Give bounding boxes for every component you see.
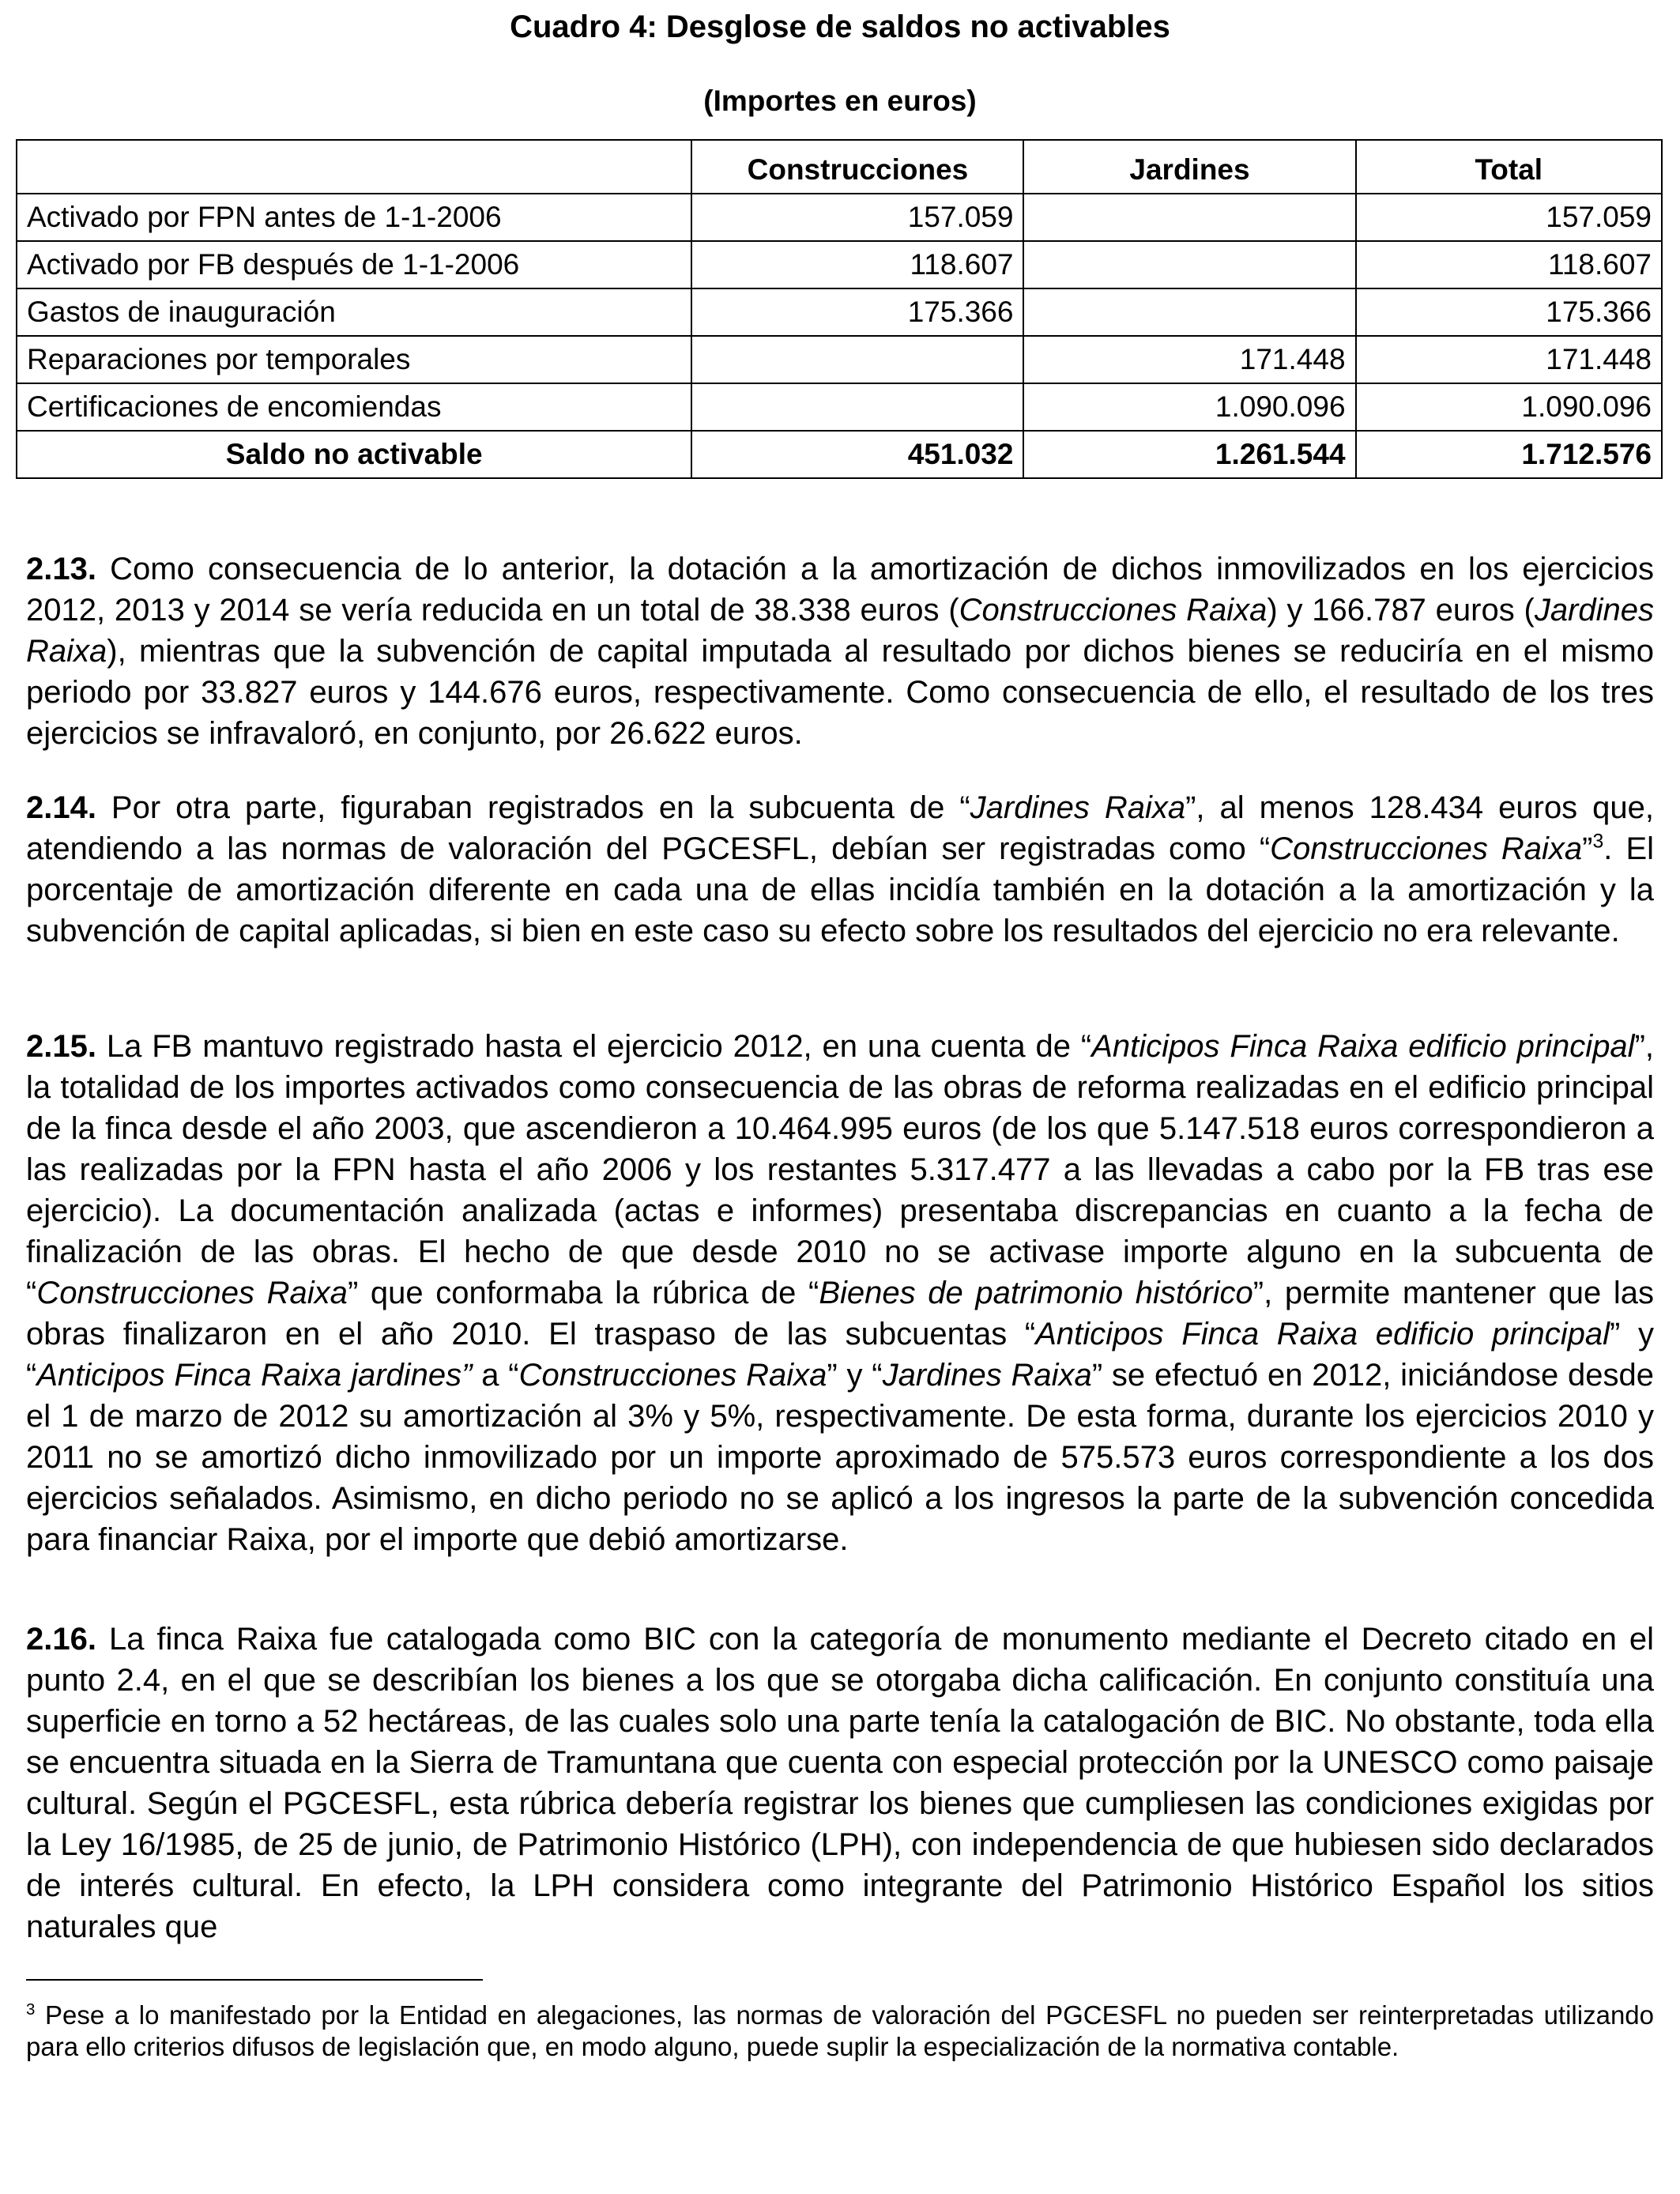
total-jardines: 1.261.544	[1023, 431, 1355, 478]
table-header-row	[17, 140, 1662, 194]
cell-construcciones	[691, 336, 1023, 383]
footnote	[26, 2000, 1654, 2063]
cell-construcciones: 175.366	[691, 288, 1023, 336]
paragraph-text: ”	[1582, 831, 1593, 866]
italic-term: Jardines Raixa	[882, 1358, 1092, 1393]
paragraph-text: ), mientras que la subvención de capital imputada al resultado por dichos bienes se reduciría en el mismo periodo por 33.827 euros y 144.676 euros, respectivamente. Como consecuencia de ello, el resultado de los tres ejercicios se infravaloró, en conjunto, por 26.622 euros.	[26, 634, 1654, 751]
paragraph-text: Como consecuencia de lo anterior, la dotación a la amortización de dichos inmovilizados en los ejercicios 2012, 2013 y 2014 se vería reducida en un total de 38.338 euros (	[26, 552, 1654, 628]
paragraph-number: 2.16.	[26, 1622, 96, 1657]
paragraph-number: 2.15.	[26, 1029, 96, 1064]
table-total-row	[17, 431, 1662, 478]
italic-term: Anticipos Finca Raixa edificio principal	[1035, 1317, 1610, 1351]
paragraph-2-15	[26, 1026, 1654, 1560]
cell-total: 157.059	[1356, 194, 1662, 241]
header-jardines: Jardines	[1023, 140, 1355, 194]
cell-jardines	[1023, 241, 1355, 288]
header-cell-empty	[17, 140, 691, 194]
cell-total: 171.448	[1356, 336, 1662, 383]
row-label: Reparaciones por temporales	[17, 336, 691, 383]
cell-construcciones	[691, 383, 1023, 431]
cell-total: 118.607	[1356, 241, 1662, 288]
italic-term: Jardines Raixa	[970, 790, 1186, 825]
footnote-number: 3	[26, 2000, 36, 2019]
italic-term: Bienes de patrimonio histórico	[819, 1276, 1253, 1310]
total-label: Saldo no activable	[17, 431, 691, 478]
paragraph-text: ” y “	[26, 1317, 1655, 1393]
italic-term: Anticipos Finca Raixa edificio principal	[1091, 1029, 1635, 1064]
table-row	[17, 336, 1662, 383]
row-label: Gastos de inauguración	[17, 288, 691, 336]
table-row	[17, 383, 1662, 431]
paragraph-2-16	[26, 1619, 1654, 1947]
paragraph-2-14	[26, 787, 1654, 952]
cell-total: 1.090.096	[1356, 383, 1662, 431]
paragraph-text: a “	[472, 1358, 519, 1393]
paragraph-text: ” se efectuó en 2012, iniciándose desde el 1 de marzo de 2012 su amortización al 3% y 5%, respectivamente. De esta forma, durante los ejercicios 2010 y 2011 no se amortizó dicho inmovilizado por un importe aproximado de 575.573 euros correspondiente a los dos ejercicios señalados. Asimismo, en dicho periodo no se aplicó a los ingresos la parte de la subvención concedida para financiar Raixa, por el importe que debió amortizarse.	[26, 1358, 1655, 1557]
paragraph-text: ” que conformaba la rúbrica de “	[347, 1276, 819, 1310]
cell-jardines: 1.090.096	[1023, 383, 1355, 431]
paragraph-text: Por otra parte, figuraban registrados en la subcuenta de “	[96, 790, 970, 825]
italic-term: Construcciones Raixa	[518, 1358, 827, 1393]
total-construcciones: 451.032	[691, 431, 1023, 478]
table-subtitle: (Importes en euros)	[703, 85, 977, 117]
footnote-separator	[26, 1979, 483, 1981]
italic-term: Anticipos Finca Raixa jardines”	[36, 1358, 473, 1393]
italic-term: Construcciones Raixa	[36, 1276, 348, 1310]
paragraph-number: 2.13.	[26, 552, 96, 586]
cell-total: 175.366	[1356, 288, 1662, 336]
paragraph-text: . El porcentaje de amortización diferente en cada una de ellas incidía también en la dotación a la amortización y la subvención de capital aplicadas, si bien en este caso su efecto sobre los resultados del ejercicio no era relevante.	[26, 831, 1655, 948]
paragraph-text: ” y “	[827, 1358, 883, 1393]
paragraph-2-13	[26, 548, 1654, 754]
paragraph-text: ”, permite mantener que las obras finalizaron en el año 2010. El traspaso de las subcuentas “	[26, 1276, 1655, 1351]
header-total: Total	[1356, 140, 1662, 194]
total-total: 1.712.576	[1356, 431, 1662, 478]
row-label: Certificaciones de encomiendas	[17, 383, 691, 431]
italic-term: Construcciones Raixa	[959, 593, 1268, 628]
paragraph-text: La FB mantuvo registrado hasta el ejercicio 2012, en una cuenta de “	[96, 1029, 1092, 1064]
footnote-text: Pese a lo manifestado por la Entidad en alegaciones, las normas de valoración del PGCESFL no pueden ser reinterpretadas utilizando para ello criterios difusos de legislación que, en modo alguno, puede suplir la especialización de la normativa contable.	[26, 2000, 1654, 2061]
table-title: Cuadro 4: Desglose de saldos no activables	[510, 9, 1170, 44]
cell-jardines	[1023, 288, 1355, 336]
cell-jardines: 171.448	[1023, 336, 1355, 383]
paragraph-number: 2.14.	[26, 790, 96, 825]
balances-table	[16, 139, 1663, 479]
paragraph-text: ”, la totalidad de los importes activados como consecuencia de las obras de reforma realizadas en el edificio principal de la finca desde el año 2003, que ascendieron a 10.464.995 euros (de los que 5.147.518 euros correspondieron a las realizadas por la FPN hasta el año 2006 y los restantes 5.317.477 a las llevadas a cabo por la FB tras ese ejercicio). La documentación analizada (actas e informes) presentaba discrepancias en cuanto a la fecha de finalización de las obras. El hecho de que desde 2010 no se activase importe alguno en la subcuenta de “	[26, 1029, 1655, 1310]
cell-construcciones: 157.059	[691, 194, 1023, 241]
cell-jardines	[1023, 194, 1355, 241]
italic-term: Construcciones Raixa	[1270, 831, 1583, 866]
row-label: Activado por FPN antes de 1-1-2006	[17, 194, 691, 241]
cell-construcciones: 118.607	[691, 241, 1023, 288]
paragraph-text: La finca Raixa fue catalogada como BIC con la categoría de monumento mediante el Decreto citado en el punto 2.4, en el que se describían los bienes a los que se otorgaba dicha calificación. En conjunto constituía una superficie en torno a 52 hectáreas, de las cuales solo una parte tenía la catalogación de BIC. No obstante, toda ella se encuentra situada en la Sierra de Tramuntana que cuenta con especial protección por la UNESCO como paisaje cultural. Según el PGCESFL, esta rúbrica debería registrar los bienes que cumpliesen las condiciones exigidas por la Ley 16/1985, de 25 de junio, de Patrimonio Histórico (LPH), con independencia de que hubiesen sido declarados de interés cultural. En efecto, la LPH considera como integrante del Patrimonio Histórico Español los sitios naturales que	[26, 1622, 1654, 1944]
table-row	[17, 194, 1662, 241]
italic-term: Jardines Raixa	[26, 593, 1655, 669]
paragraph-text: ) y 166.787 euros (	[1267, 593, 1535, 628]
row-label: Activado por FB después de 1-1-2006	[17, 241, 691, 288]
header-construcciones: Construcciones	[691, 140, 1023, 194]
paragraph-text: ”, al menos 128.434 euros que, atendiendo a las normas de valoración del PGCESFL, debían ser registradas como “	[26, 790, 1654, 866]
footnote-ref: 3	[1592, 831, 1604, 853]
table-row	[17, 288, 1662, 336]
table-row	[17, 241, 1662, 288]
